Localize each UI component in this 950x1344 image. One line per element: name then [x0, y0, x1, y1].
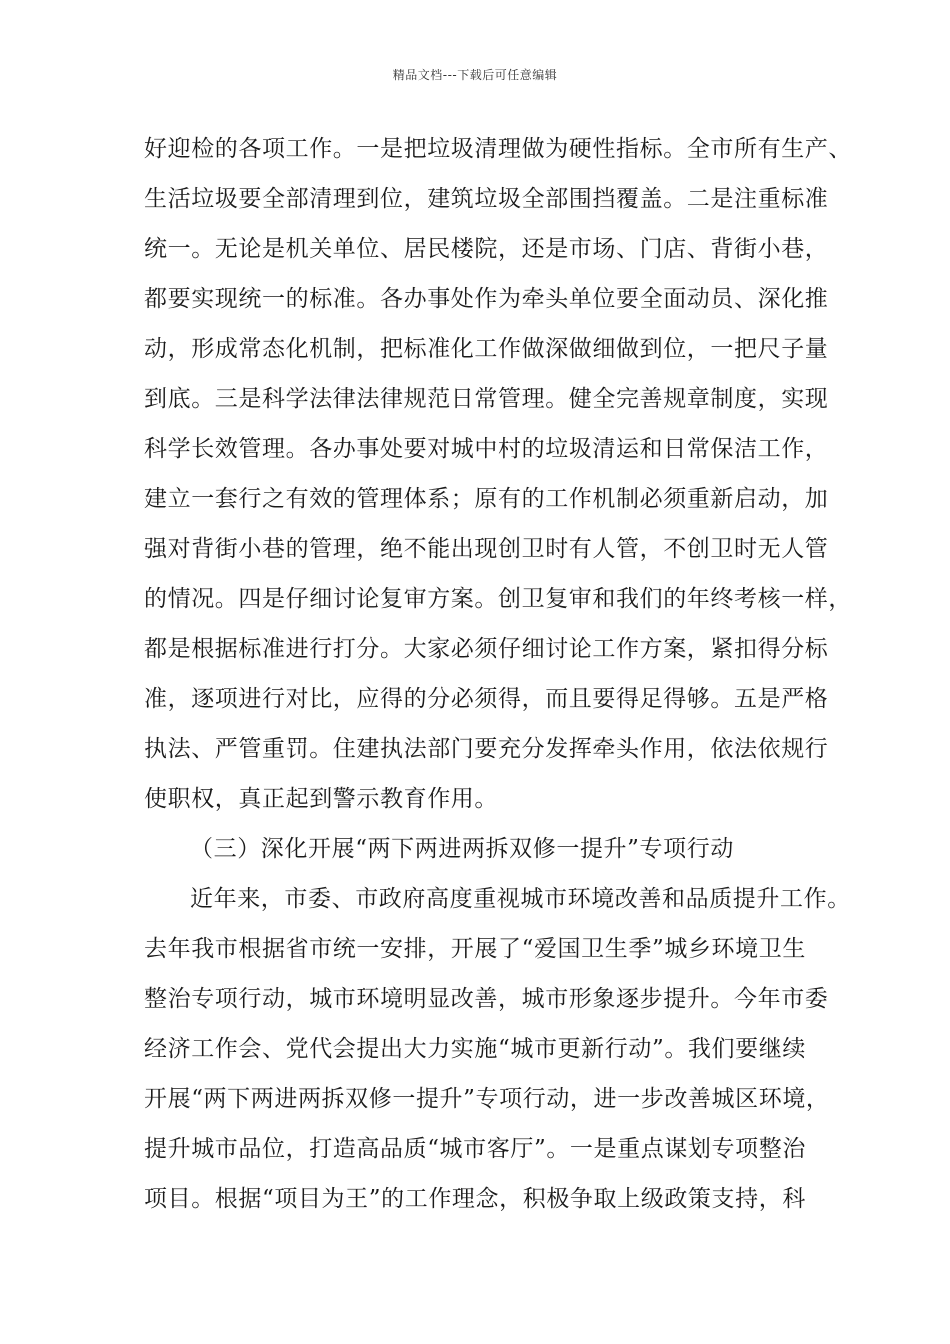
text-line-13: 执法、严管重罚。住建执法部门要充分发挥牵头作用，依法依规行	[144, 736, 829, 762]
text-line-18: 整治专项行动，城市环境明显改善，城市形象逐步提升。今年市委	[144, 986, 829, 1012]
text-line-1: 好迎检的各项工作。一是把垃圾清理做为硬性指标。全市所有生产、	[144, 136, 852, 162]
text-line-3: 统一。无论是机关单位、居民楼院，还是市场、门店、背街小巷，	[144, 236, 829, 262]
text-line-19: 经济工作会、党代会提出大力实施“城市更新行动”。我们要继续	[144, 1036, 806, 1062]
text-line-20: 开展“两下两进两拆双修一提升”专项行动，进一步改善城区环境，	[144, 1086, 830, 1112]
text-line-21: 提升城市品位，打造高品质“城市客厅”。一是重点谋划专项整治	[144, 1136, 806, 1162]
text-line-2: 生活垃圾要全部清理到位，建筑垃圾全部围挡覆盖。二是注重标准	[144, 186, 829, 212]
section-heading: （三）深化开展“两下两进两拆双修一提升”专项行动	[190, 836, 734, 862]
text-line-22: 项目。根据“项目为王”的工作理念，积极争取上级政策支持，科	[144, 1186, 806, 1212]
text-line-6: 到底。三是科学法律法律规范日常管理。健全完善规章制度，实现	[144, 386, 829, 412]
text-line-17: 去年我市根据省市统一安排，开展了“爱国卫生季”城乡环境卫生	[144, 936, 806, 962]
text-line-8: 建立一套行之有效的管理体系；原有的工作机制必须重新启动，加	[144, 486, 829, 512]
text-line-16: 近年来，市委、市政府高度重视城市环境改善和品质提升工作。	[190, 886, 851, 912]
text-line-4: 都要实现统一的标准。各办事处作为牵头单位要全面动员、深化推	[144, 286, 829, 312]
text-line-11: 都是根据标准进行打分。大家必须仔细讨论工作方案，紧扣得分标	[144, 636, 829, 662]
text-line-14: 使职权，真正起到警示教育作用。	[144, 786, 498, 812]
text-line-12: 准，逐项进行对比，应得的分必须得，而且要得足得够。五是严格	[144, 686, 829, 712]
text-line-7: 科学长效管理。各办事处要对城中村的垃圾清运和日常保洁工作，	[144, 436, 829, 462]
text-line-9: 强对背街小巷的管理，绝不能出现创卫时有人管，不创卫时无人管	[144, 536, 829, 562]
text-line-5: 动，形成常态化机制，把标准化工作做深做细做到位，一把尺子量	[144, 336, 829, 362]
text-line-10: 的情况。四是仔细讨论复审方案。创卫复审和我们的年终考核一样，	[144, 586, 852, 612]
page-header: 精品文档---下载后可任意编辑	[392, 68, 558, 82]
